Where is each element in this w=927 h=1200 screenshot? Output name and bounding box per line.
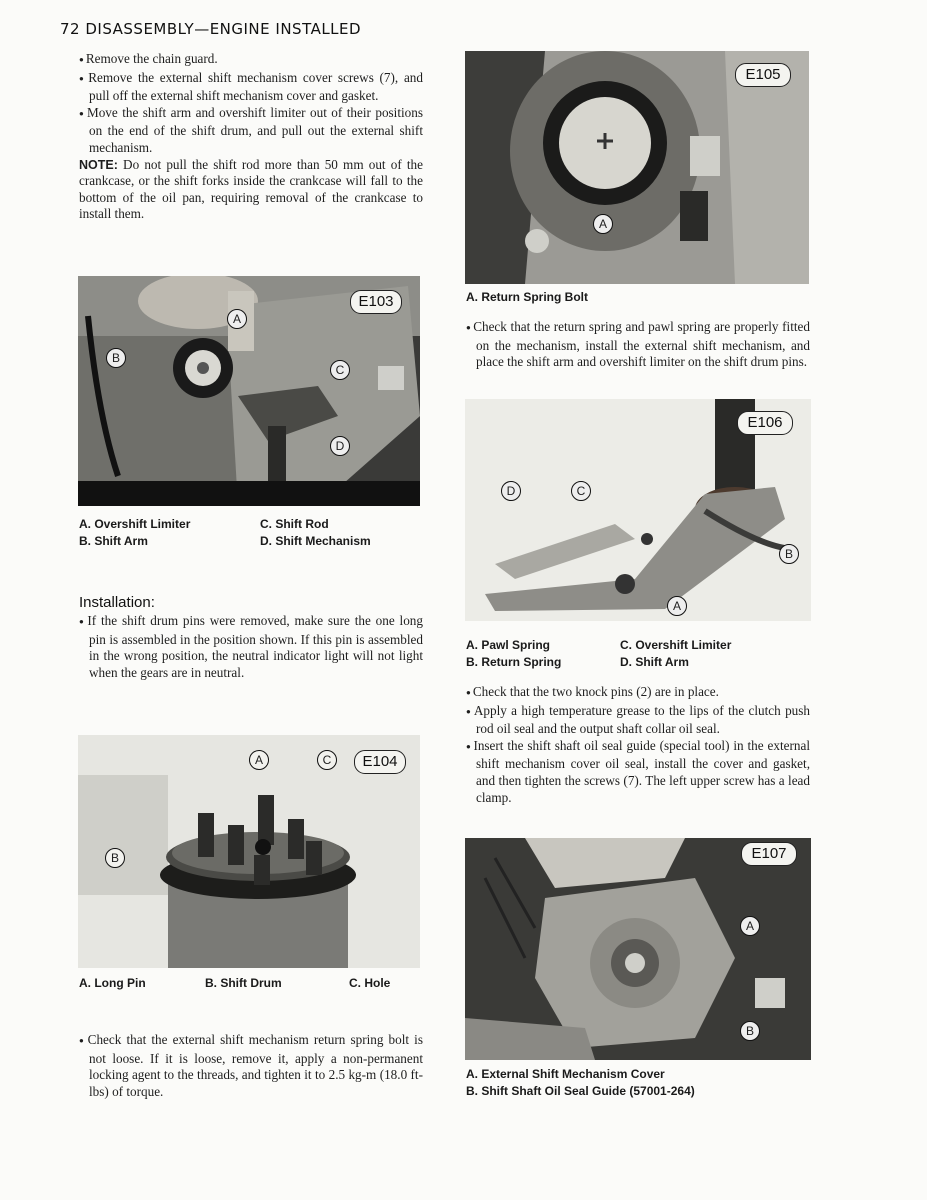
installation-steps-right — [466, 684, 810, 806]
caption: B. Return Spring — [466, 655, 562, 669]
figure-e103-caption-right — [260, 516, 371, 550]
marker-b: B — [106, 348, 126, 368]
marker-b: B — [105, 848, 125, 868]
figure-id: E104 — [362, 753, 398, 770]
caption: B. Shift Drum — [205, 976, 282, 990]
caption: A. Long Pin — [79, 976, 146, 990]
figure-e103-badge — [350, 290, 402, 314]
figure-e105-badge — [735, 63, 791, 87]
check-step-text: ● Check that the return spring and pawl spring are properly fitted on the mechanism, install the external shift mechanism, and place the shift arm and overshift limiter on the shift drum pins. — [466, 319, 810, 371]
figure-e103-photo — [78, 276, 420, 506]
final-step — [79, 1032, 423, 1100]
caption: A. External Shift Mechanism Cover — [466, 1067, 665, 1081]
caption: A. Pawl Spring — [466, 638, 551, 652]
figure-e103-caption-left — [79, 516, 190, 550]
note-text: Do not pull the shift rod more than 50 mm out of the crankcase, or the shift forks inside the crankcase will fall to the bottom of the oil pan, requiring removal of the crankcase to install them. — [79, 156, 423, 222]
installation-step: ● Check that the two knock pins (2) are in place. — [466, 684, 810, 703]
figure-e107-photo — [465, 838, 811, 1060]
removal-step: ● Remove the chain guard. — [79, 51, 423, 70]
installation-step: ● If the shift drum pins were removed, make sure the one long pin is assembled in the position shown. If this pin is assembled in the wrong position, the neutral indicator light will not light when the gears are in neutral. — [79, 613, 423, 681]
final-step-text: ● Check that the external shift mechanism return spring bolt is not loose. If it is loose, remove it, apply a non-permanent locking agent to the threads, and tighten it to 2.5 kg-m (18.0 ft-lbs) of torque. — [79, 1032, 423, 1100]
removal-step: ● Remove the external shift mechanism cover screws (7), and pull off the external shift mechanism cover and gasket. — [79, 70, 423, 105]
figure-e107-badge — [741, 842, 797, 866]
figure-id: E103 — [358, 293, 394, 310]
marker-d: D — [330, 436, 350, 456]
note-block — [79, 157, 423, 223]
figure-id: E105 — [745, 66, 781, 83]
caption: B. Shift Arm — [79, 534, 148, 548]
figure-e107-caption — [466, 1066, 695, 1100]
figure-id: E107 — [751, 845, 787, 862]
marker-a: A — [593, 214, 613, 234]
caption: A. Return Spring Bolt — [466, 290, 588, 304]
marker-c: C — [330, 360, 350, 380]
marker-c: C — [317, 750, 337, 770]
caption: C. Overshift Limiter — [620, 638, 732, 652]
marker-b: B — [779, 544, 799, 564]
figure-e106-caption-right — [620, 637, 731, 671]
caption: A. Overshift Limiter — [79, 517, 191, 531]
marker-a: A — [249, 750, 269, 770]
installation-steps — [79, 613, 423, 681]
note-label: NOTE: — [79, 157, 118, 172]
page-header — [60, 20, 361, 38]
caption: B. Shift Shaft Oil Seal Guide (57001-264) — [466, 1084, 695, 1098]
installation-step: ● Apply a high temperature grease to the lips of the clutch push rod oil seal and the output shaft collar oil seal. — [466, 703, 810, 738]
removal-steps — [79, 51, 423, 223]
caption: D. Shift Mechanism — [260, 534, 371, 548]
check-step — [466, 319, 810, 371]
figure-e106-photo — [465, 399, 811, 621]
marker-a: A — [667, 596, 687, 616]
figure-e106-caption-left — [466, 637, 561, 671]
figure-e104-photo — [78, 735, 420, 968]
page-number: 72 — [60, 20, 81, 38]
installation-step: ● Insert the shift shaft oil seal guide (special tool) in the external shift mechanism cover oil seal, install the cover and gasket, and then tighten the screws (7). The left upper screw has a lead clamp. — [466, 738, 810, 806]
installation-heading: Installation: — [79, 594, 155, 611]
caption: D. Shift Arm — [620, 655, 689, 669]
figure-id: E106 — [747, 414, 783, 431]
marker-b: B — [740, 1021, 760, 1041]
caption: C. Shift Rod — [260, 517, 329, 531]
figure-e105-photo — [465, 51, 809, 284]
marker-c: C — [571, 481, 591, 501]
marker-a: A — [227, 309, 247, 329]
figure-e106-badge — [737, 411, 793, 435]
marker-d: D — [501, 481, 521, 501]
page-title: DISASSEMBLY—ENGINE INSTALLED — [85, 20, 362, 38]
figure-e104-badge — [354, 750, 406, 774]
removal-step: ● Move the shift arm and overshift limiter out of their positions on the end of the shift drum, and pull out the external shift mechanism. — [79, 105, 423, 157]
marker-a: A — [740, 916, 760, 936]
caption: C. Hole — [349, 976, 391, 990]
